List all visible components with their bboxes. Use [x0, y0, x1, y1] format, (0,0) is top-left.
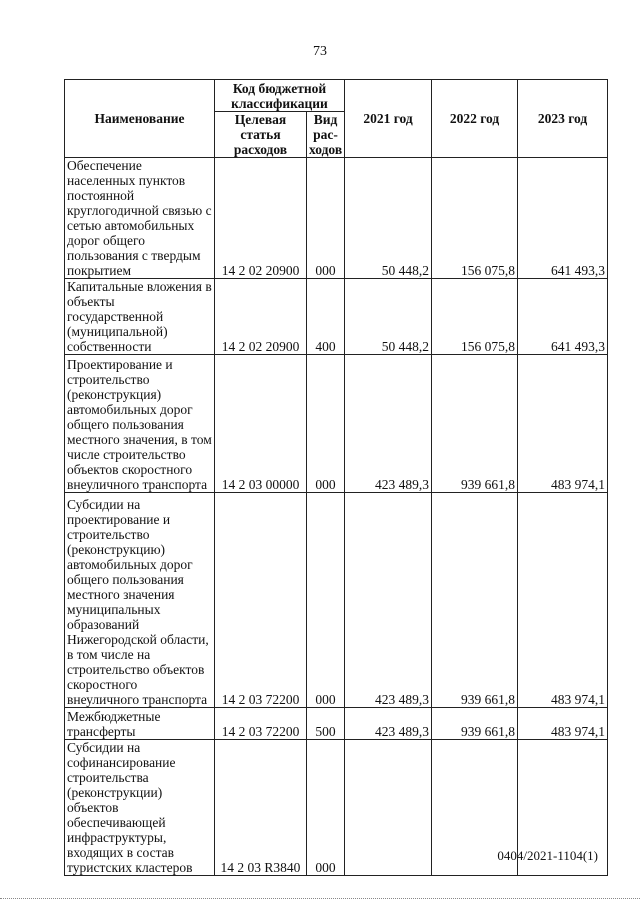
- row-code: 14 2 02 20900: [215, 158, 307, 279]
- row-name: Межбюджетные трансферты: [65, 708, 215, 740]
- row-value-2023: 483 974,1: [518, 493, 608, 708]
- row-kind: 500: [307, 708, 345, 740]
- page-number: 73: [313, 44, 327, 59]
- row-value-2022: 156 075,8: [432, 158, 518, 279]
- row-value-2022: 939 661,8: [432, 355, 518, 493]
- row-value-2023: 641 493,3: [518, 158, 608, 279]
- table-row: [65, 355, 608, 493]
- document-code: 0404/2021-1104(1): [497, 848, 598, 863]
- budget-table: [64, 79, 608, 876]
- table-row: [65, 493, 608, 708]
- header-year-2022: 2022 год: [432, 80, 518, 158]
- row-value-2021: 423 489,3: [345, 708, 432, 740]
- page-bottom-edge: [0, 898, 640, 899]
- row-value-2022: 939 661,8: [432, 708, 518, 740]
- row-value-2021: 423 489,3: [345, 493, 432, 708]
- row-code: 14 2 03 R3840: [215, 740, 307, 876]
- row-value-2023: 641 493,3: [518, 279, 608, 355]
- row-name: Обеспечение населенных пунктов постоянной круглогодичной связью с сетью автомобильных дорог общего пользования с твердым покрытием: [65, 158, 215, 279]
- row-name: Субсидии на проектирование и строительство (реконструкцию) автомобильных дорог общего пользования местного значения муниципальных образований Нижегородской области, в том числе на строительство объектов скоростного внеуличного транспорта: [65, 493, 215, 708]
- table-row: [65, 708, 608, 740]
- row-value-2022: 156 075,8: [432, 279, 518, 355]
- row-code: 14 2 03 00000: [215, 355, 307, 493]
- row-code: 14 2 02 20900: [215, 279, 307, 355]
- row-code: 14 2 03 72200: [215, 708, 307, 740]
- row-kind: 400: [307, 279, 345, 355]
- header-year-2021: 2021 год: [345, 80, 432, 158]
- header-budget-code-group: Код бюджетной классификации: [215, 80, 345, 112]
- row-value-2023: 483 974,1: [518, 355, 608, 493]
- row-kind: 000: [307, 355, 345, 493]
- row-name: Капитальные вложения в объекты государственной (муниципальной) собственности: [65, 279, 215, 355]
- header-target-article: Целевая статья расходов: [215, 112, 307, 158]
- row-value-2021: 423 489,3: [345, 355, 432, 493]
- header-year-2023: 2023 год: [518, 80, 608, 158]
- row-value-2021: 50 448,2: [345, 279, 432, 355]
- row-name: Проектирование и строительство (реконструкция) автомобильных дорог общего пользования местного значения, в том числе строительство объектов скоростного внеуличного транспорта: [65, 355, 215, 493]
- header-expense-type: Вид рас-ходов: [307, 112, 345, 158]
- table-row: [65, 279, 608, 355]
- header-name: Наименование: [65, 80, 215, 158]
- row-kind: 000: [307, 158, 345, 279]
- row-value-2022: 939 661,8: [432, 493, 518, 708]
- row-kind: 000: [307, 493, 345, 708]
- table-row: [65, 158, 608, 279]
- row-value-2023: 483 974,1: [518, 708, 608, 740]
- row-name: Субсидии на софинансирование строительства (реконструкции) объектов обеспечивающей инфраструктуры, входящих в состав туристских кластеров: [65, 740, 215, 876]
- row-code: 14 2 03 72200: [215, 493, 307, 708]
- row-kind: 000: [307, 740, 345, 876]
- row-value-2021: 50 448,2: [345, 158, 432, 279]
